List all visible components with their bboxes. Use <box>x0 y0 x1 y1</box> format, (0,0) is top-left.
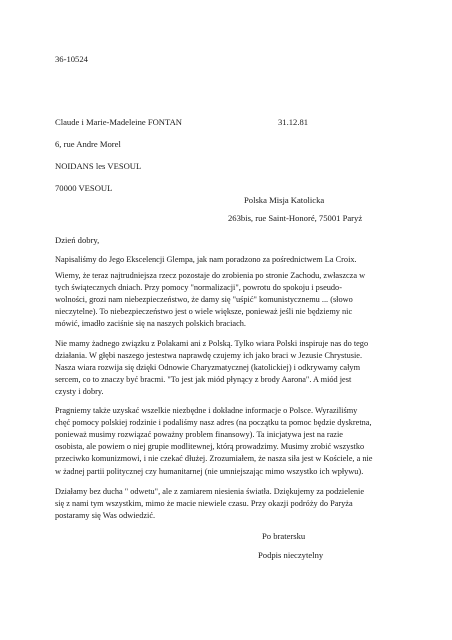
paragraph-line: w żadnej partii politycznej czy humanitarnej (nie umniejszając mimo wszystko ich wpływu). <box>55 466 364 476</box>
paragraph-line: sercem, co to znaczy być bracmi. "To jest jak miód płynący z brody Aarona". A miód jest <box>55 375 352 385</box>
paragraph-line: czysty i dobry. <box>55 387 104 397</box>
signature-note: Podpis nieczytelny <box>258 550 324 560</box>
paragraph-line: wolności, grozi nam niebezpieczeństwo, że damy się "uśpić" komunistycznemu ... (słowo <box>55 295 353 305</box>
paragraph <box>55 486 400 522</box>
sender-street: 6, rue Andre Morel <box>55 139 121 149</box>
intro-line: Napisaliśmy do Jego Ekscelencji Glempa, jak nam poradzono za pośrednictwem La Croix. <box>55 255 357 264</box>
paragraph <box>55 338 400 399</box>
reference-number: 36-10524 <box>55 54 88 64</box>
paragraph-line: działania. W głębi naszego jestestwa naprawdę czujemy ich jako braci w Jezusie Chrystusie. <box>55 351 363 361</box>
closing: Po bratersku <box>262 531 306 541</box>
paragraph-line: chęć pomocy polskiej rodzinie i podaliśmy nasz adres (na początku ta pomoc będzie dyskretna, <box>55 418 372 428</box>
paragraph-line: mówić, imadło zaciśnie się na naszych polskich braciach. <box>55 319 246 329</box>
paragraph-line: postaramy się Was odwiedzić. <box>55 511 156 521</box>
paragraph-line: przeciwko komunizmowi, i nie czekać dłużej. Zrozumiałem, że nasza siła jest w Kościele, a nie <box>55 454 373 464</box>
paragraph-line: Wiemy, że teraz najtrudniejsza rzecz pozostaje do zrobienia po stronie Zachodu, zwłaszcza w <box>55 271 366 280</box>
paragraph-line: Nasza wiara rozwija się dzięki Odnowie Charyzmatycznej (katolickiej) i odkrywamy całym <box>55 363 361 373</box>
recipient-address: 263bis, rue Saint-Honoré, 75001 Paryż <box>228 213 363 223</box>
paragraph-line: tych świątecznych dniach. Przy pomocy "normalizacji", powrotu do spokoju i pseudo- <box>55 283 342 293</box>
paragraph <box>55 270 400 331</box>
paragraph-line: osobista, ale powiem o niej grupie modlitewnej, którą prowadzimy. Musimy zrobić wszystko <box>55 442 365 452</box>
sender-town: NOIDANS les VESOUL <box>55 161 142 171</box>
paragraph-line: Nie mamy żadnego związku z Polakami ani z Polską. Tylko wiara Polski inspiruje nas do tego <box>55 339 369 348</box>
greeting: Dzień dobry, <box>55 235 100 245</box>
recipient-name: Polska Misja Katolicka <box>244 195 325 205</box>
sender-postcode-city: 70000 VESOUL <box>55 183 113 193</box>
paragraph-line: się z nami tym wszystkim, mimo że macie niewiele czasu. Przy okazji podróży do Paryża <box>55 499 353 509</box>
letter-date: 31.12.81 <box>278 117 309 127</box>
paragraph-line: Pragniemy także uzyskać wszelkie niezbędne i dokładne informacje o Polsce. Wyraziliśmy <box>55 406 358 415</box>
paragraph-line: Działamy bez ducha " odwetu", ale z zamiarem niesienia światła. Dziękujemy za podzielenie <box>55 487 365 496</box>
paragraph <box>55 405 400 478</box>
paragraph-line: ponieważ musimy rozwiązać poważny problem finansowy). Ta inicjatywa jest na razie <box>55 430 343 440</box>
paragraph-line: nieczytelne). To niebezpieczeństwo jest o wiele większe, ponieważ jeśli nie będziemy nic <box>55 307 353 317</box>
sender-name: Claude i Marie-Madeleine FONTAN <box>55 117 182 127</box>
